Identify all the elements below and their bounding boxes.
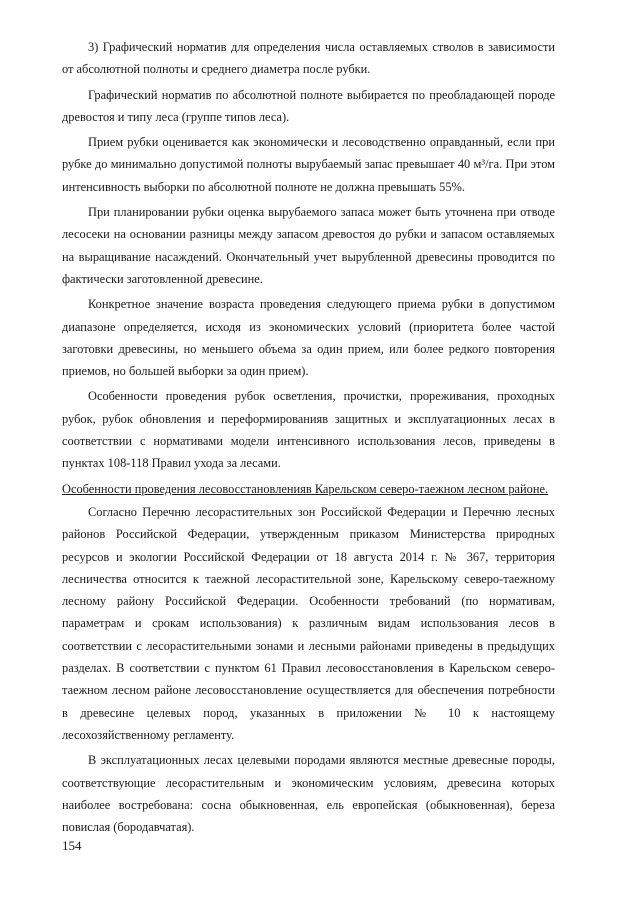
paragraph-forest-zones: Согласно Перечню лесорастительных зон Российской Федерации и Перечню лесных районов Российской Федерации, утвержденным приказом Министерства природных ресурсов и экологии Российской Федерации от 18 августа 2014 г. № 367, территория лесничества относится к таежной лесорастительной зоне, Карельскому северо-таежному лесному району Российской Федерации. Особенности требований (по нормативам, параметрам и срокам использования) к различным видам использования лесов в соответствии с лесорастительными зонами и лесными районами приведены в предыдущих разделах. В соответствии с пунктом 61 Правил лесовосстановления в Карельском северо-таежном лесном районе лесовосстановление осуществляется для обеспечения потребности в древесине целевых пород, указанных в приложении № 10 к настоящему лесохозяйственному регламенту. <box>62 504 555 742</box>
page-number: 154 <box>62 838 82 853</box>
paragraph-felling-age: Конкретное значение возраста проведения следующего приема рубки в допустимом диапазоне определяется, исходя из экономических условий (приоритета более частой заготовки древесины, но меньшего объема за один прием, или более редкого повторения приемов, но большей выборки за один прием). <box>62 297 555 379</box>
body-text <box>62 36 555 841</box>
paragraph-graphic-norm-stems: 3) Графический норматив для определения числа оставляемых стволов в зависимости от абсолютной полноты и среднего диаметра после рубки. <box>62 40 555 77</box>
paragraph-felling-planning: При планировании рубки оценка вырубаемого запаса может быть уточнена при отводе лесосеки на основании разницы между запасом древостоя до рубки и запасом оставляемых на выращивание насаждений. Окончательный учет вырубленной древесины проводится по фактически заготовленной древесине. <box>62 205 555 286</box>
paragraph-thinning-features: Особенности проведения рубок осветления, прочистки, прореживания, проходных рубок, рубок обновления и переформированияв защитных и эксплуатационных лесах в соответствии с нормативами модели интенсивного использования лесов, приведены в пунктах 108-118 Правил ухода за лесами. <box>62 389 555 471</box>
paragraph-felling-assessment: Прием рубки оценивается как экономически и лесоводственно оправданный, если при рубке до минимально допустимой полноты вырубаемый запас превышает 40 м³/га. При этом интенсивность выборки по абсолютной полноте не должна превышать 55%. <box>62 135 555 194</box>
paragraph-target-species: В эксплуатационных лесах целевыми породами являются местные древесные породы, соответствующие лесорастительным и экономическим условиям, древесина которых наиболее востребована: сосна обыкновенная, ель европейская (обыкновенная), береза повислая (бородавчатая). <box>62 753 555 835</box>
section-heading: Особенности проведения лесовосстановленияв Карельском северо-таежном лесном районе. <box>62 481 549 496</box>
paragraph-graphic-norm-density: Графический норматив по абсолютной полноте выбирается по преобладающей породе древостоя и типу леса (группе типов леса). <box>62 87 555 124</box>
